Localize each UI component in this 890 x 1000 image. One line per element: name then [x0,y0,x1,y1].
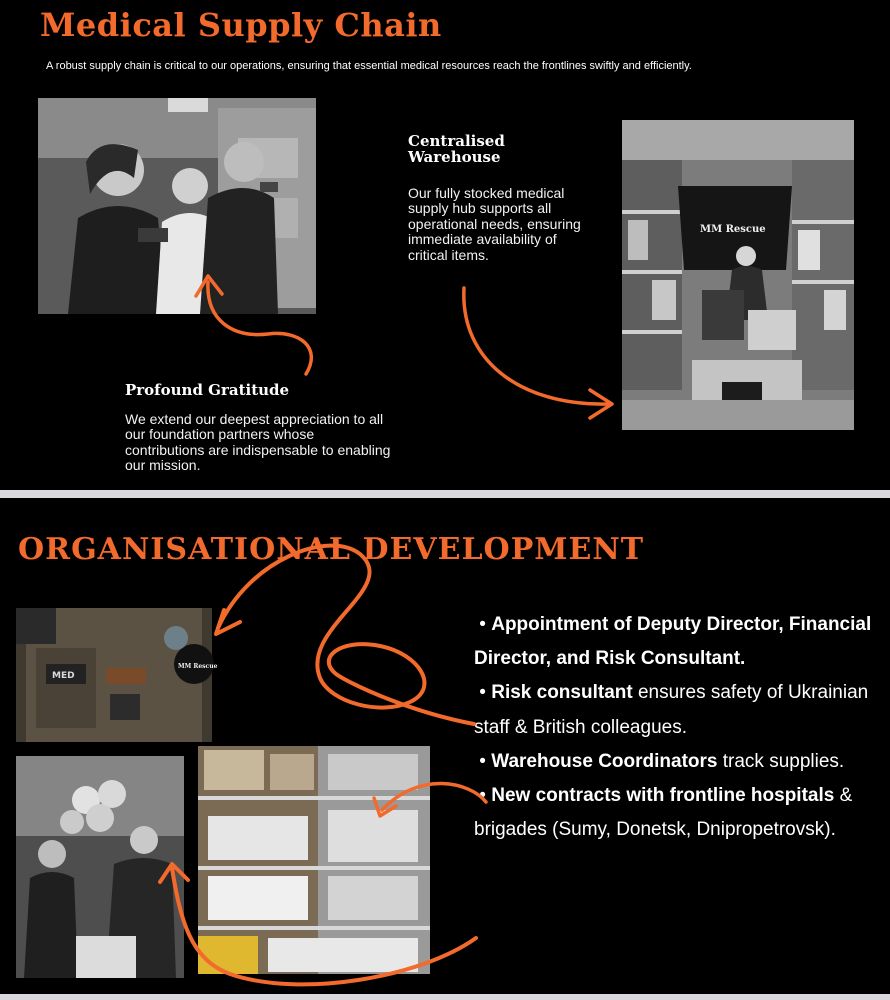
bullet-item: • Appointment of Deputy Director, Financial Director, and Risk Consultant. [474,614,872,670]
warehouse-banner-text: MM Rescue [700,224,766,235]
warehouse-heading [408,134,505,166]
medical-supply-chain-panel [0,0,890,490]
section-title: ORGANISATIONAL DEVELOPMENT [18,532,645,567]
section-title: Medical Supply Chain [40,6,442,44]
team-photo [38,98,316,314]
section-subtitle: A robust supply chain is critical to our operations, ensuring that essential medical resources reach the frontlines swiftly and efficiently. [46,60,692,72]
bullet-item: • Risk consultant ensures safety of Ukrainian staff & British colleagues. [474,682,869,738]
bullet-rest-text: ensures safety of Ukrainian staff & British colleagues. [474,682,869,738]
gratitude-description: We extend our deepest appreciation to all our foundation partners whose contributions are indispensable to enabling our mission. [125,411,391,474]
svg-text:MED: MED [52,671,75,681]
bullet-bold-text: New contracts with frontline hospitals [491,784,835,806]
development-bullet-list [474,608,874,847]
warehouse-heading-line2: Warehouse [408,147,501,166]
warehouse-description: Our fully stocked medical supply hub supports all operational needs, ensuring immediate availability of critical items. [408,185,581,263]
organisational-development-panel [0,498,890,994]
warehouse-heading-line1: Centralised [408,132,505,150]
bullet-rest-text: & brigades (Sumy, Donetsk, Dnipropetrovsk). [474,784,853,841]
gratitude-heading: Profound Gratitude [125,381,290,399]
patch-text: MM Rescue [178,663,218,670]
bullet-item: • Warehouse Coordinators track supplies. [474,750,845,772]
bullet-item: • New contracts with frontline hospitals & brigades (Sumy, Donetsk, Dnipropetrovsk). [474,784,853,841]
bullet-bold-text: Warehouse Coordinators [491,750,718,772]
warehouse-photo [622,120,854,430]
bullet-bold-text: Appointment of Deputy Director, Financial Director, and Risk Consultant. [474,614,872,670]
tactical-vest-photo [16,608,218,742]
bullet-bold-text: Risk consultant [491,682,633,704]
pharmacy-shelves-photo [198,746,430,974]
bullet-rest-text: track supplies. [717,750,845,772]
clinic-team-photo [16,756,184,978]
